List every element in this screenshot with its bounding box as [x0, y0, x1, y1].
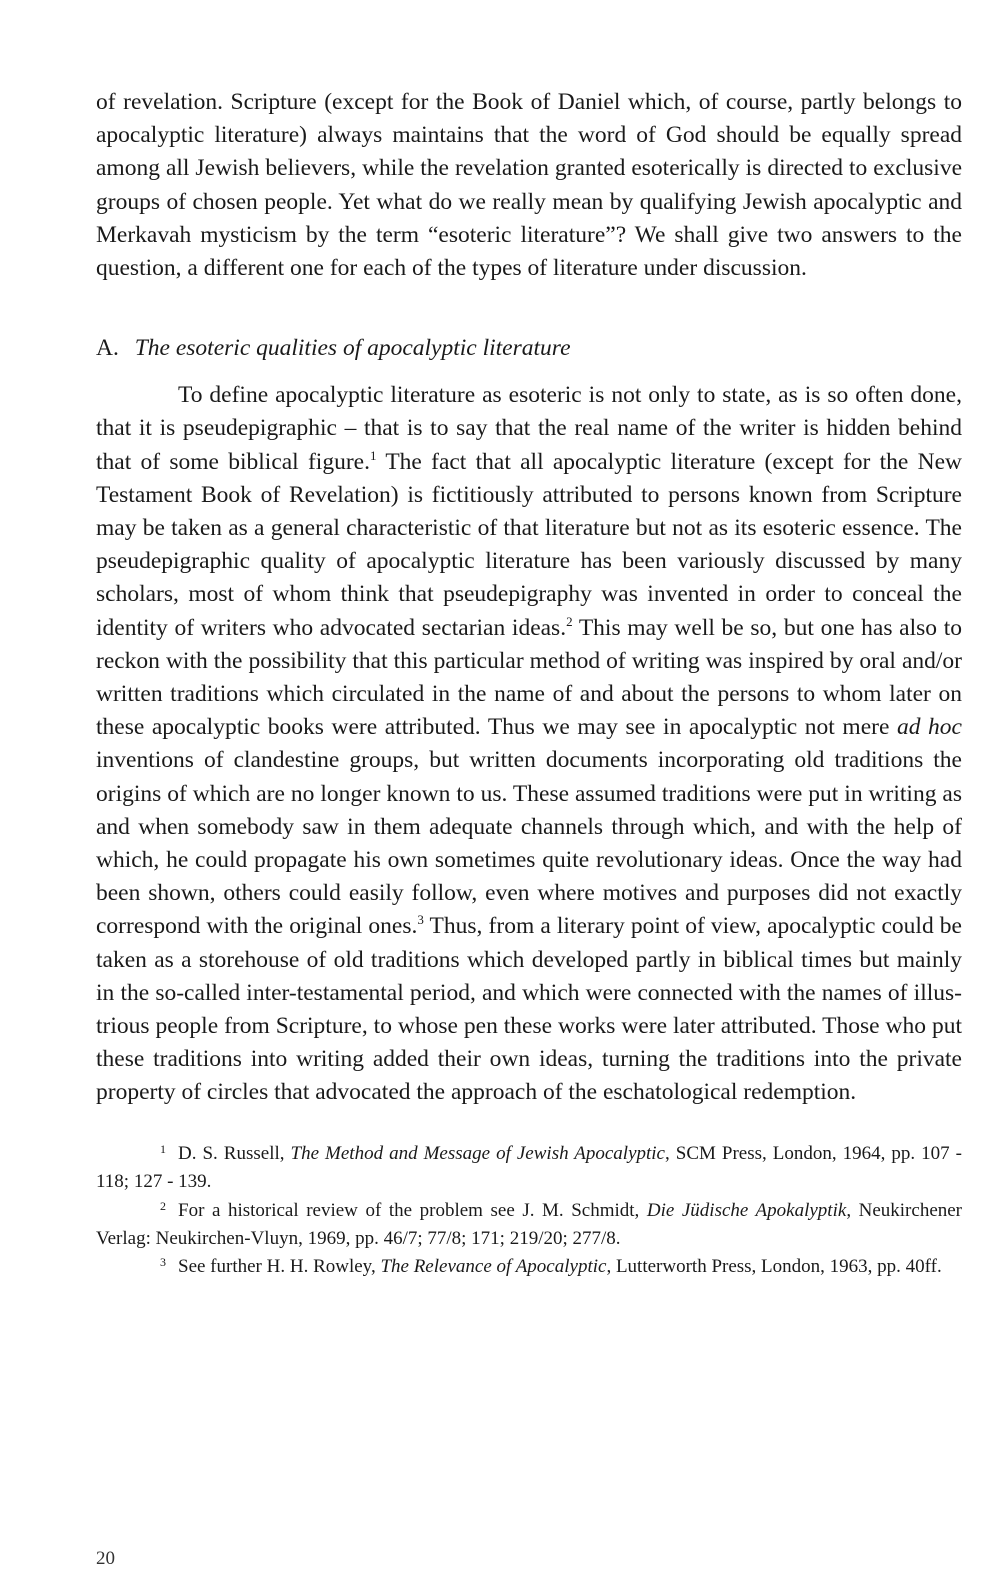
paragraph-text: To define apocalyptic literature as esoteric is not only to state, as is so often done, that it is pseudepigraphic – that is to say that the real name of the writer is hidden behind that of some biblical figure. — [96, 382, 962, 475]
paragraph-text: This may well be so, but one has also to reckon with the possibility that this particular method of writing was inspired by oral and/or written traditions which circulated in the name of and about the persons to whom later on these apocalyptic books were attributed. Thus we may see in apocalyptic not mere — [96, 614, 962, 741]
footnote — [96, 1197, 962, 1254]
footnote-text: For a historical review of the problem see J. M. Schmidt, — [178, 1199, 647, 1221]
paragraph-main — [96, 379, 962, 1109]
footnote-ref: 2 — [566, 613, 573, 629]
page-number: 20 — [96, 1548, 115, 1569]
footnote — [96, 1253, 962, 1281]
section-title: The esoteric qualities of apocalyptic literature — [134, 335, 571, 362]
paragraph-continuation: of revelation. Scripture (except for the Book of Daniel which, of course, partly belongs to apocalyptic literature) always maintains that the word of God should be equally spread among all Jewish believers, while the revelation granted esoterically is directed to exclusive groups of chosen people. Yet what do we really mean by qualifying Jewish apocalyptic and Merkavah mysticism by the term “esoteric literature”? We shall give two answers to the question, a different one for each of the types of literature under discussion. — [96, 89, 962, 282]
footnote — [96, 1140, 962, 1197]
footnote-title: Die Jüdische Apokalyptik — [646, 1199, 847, 1221]
footnote-mark: 1 — [160, 1141, 166, 1156]
paragraph-text: The fact that all apocalyptic literature (except for the New Testament Book of Revelation) is fictitiously attributed to persons known from Scripture may be taken as a general characteristic of that literature but not as its esoteric essence. The pseudepigraphic quality of apocalyptic literature has been variously discussed by many scholars, most of whom think that pseudepigraphy was invented in order to conceal the identity of writers who advocated sectarian ideas. — [96, 448, 962, 641]
footnote-text: , Lutterworth Press, London, 1963, pp. 40ff. — [606, 1256, 942, 1278]
footnote-ref: 1 — [369, 447, 377, 463]
section-label: A. — [96, 335, 119, 362]
footnote-ref: 3 — [417, 912, 424, 928]
footnotes — [96, 1140, 962, 1282]
footnote-text: D. S. Russell, — [178, 1142, 291, 1164]
footnote-text: , Neukirchener Verlag: Neukirchen-Vluyn, 1969, pp. 46/7; 77/8; 171; 219/20; 277/8. — [96, 1199, 963, 1249]
footnote-title: The Relevance of Apocalyptic — [380, 1256, 607, 1278]
footnote-text: See further H. H. Rowley, — [178, 1256, 381, 1278]
paragraph-text: inventions of clandestine groups, but written documents incorporating old traditions the origins of which are no longer known to us. These assumed traditions were put in writing as and when somebody saw in them adequate channels through which, and with the help of which, he could propagate his own sometimes quite revolutionary ideas. Once the way had been shown, others could easily follow, even where motives and purposes did not exactly correspond with the original ones. — [96, 747, 962, 940]
page-content — [96, 86, 962, 1282]
italic-phrase: ad hoc — [896, 714, 962, 741]
footnote-text: , SCM Press, London, 1964, pp. 107 - 118; 127 - 139. — [96, 1142, 962, 1193]
footnote-title: The Method and Message of Jewish Apocalyptic — [290, 1142, 665, 1164]
paragraph-text: Thus, from a literary point of view, apocalyptic could be taken as a storehouse of old traditions which developed partly in biblical times but mainly in the so-called inter-testamental period, and which were connected with the names of illustrious people from Scripture, to whose pen these works were later attributed. Those who put these traditions into writing added their own ideas, turning the traditions into the private property of circles that advocated the approach of the eschatological redemption. — [96, 913, 962, 1106]
footnote-mark: 2 — [160, 1198, 166, 1213]
footnote-mark: 3 — [160, 1255, 166, 1270]
section-heading — [96, 332, 962, 365]
